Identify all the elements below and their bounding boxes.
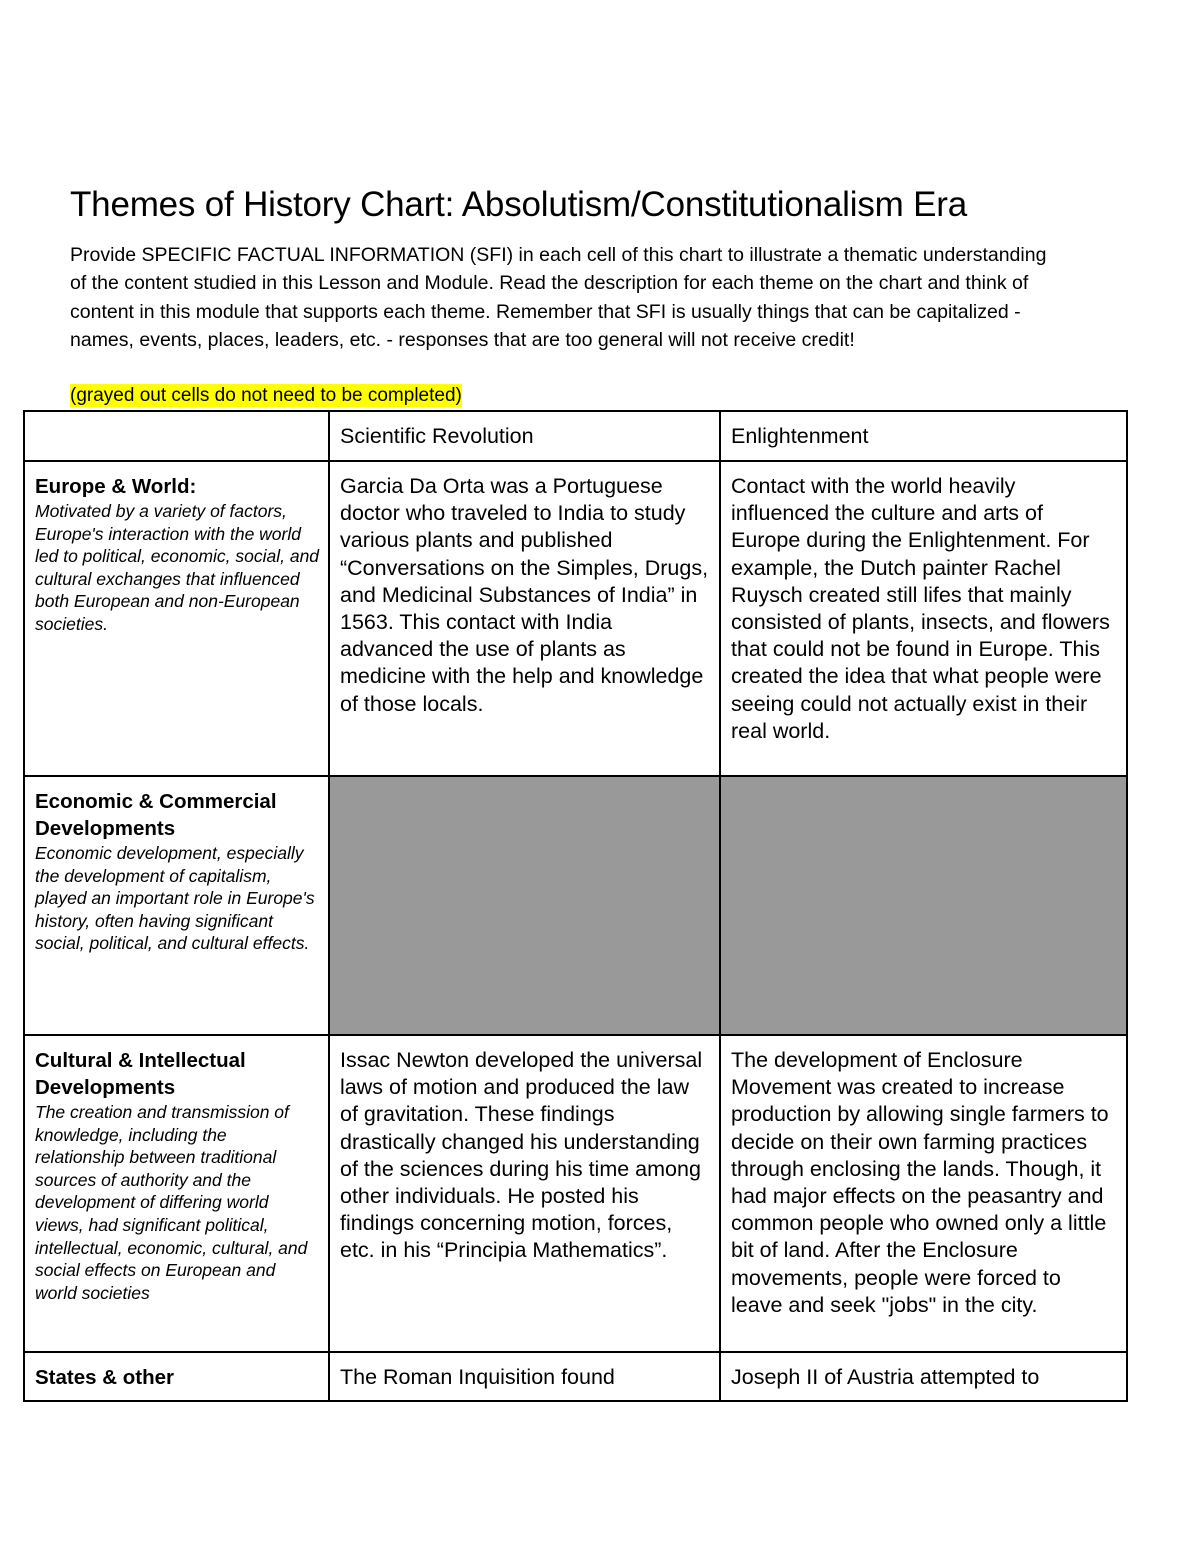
theme-cell-economic-commercial bbox=[24, 776, 329, 1035]
instructions-paragraph: Provide SPECIFIC FACTUAL INFORMATION (SFI) in each cell of this chart to illustrate a thematic understanding of the content studied in this Lesson and Module. Read the description for each theme on the chart and think of content in this module that supports each theme. Remember that SFI is usually things that can be capitalized - names, events, places, leaders, etc. - responses that are too general will not receive credit! bbox=[70, 244, 1047, 351]
theme-title: Cultural & Intellectual Developments bbox=[35, 1049, 246, 1099]
theme-description: The creation and transmission of knowledge, including the relationship between traditional sources of authority and the development of differing world views, had significant political, intellectual, economic, cultural, and social effects on European and world societies bbox=[35, 1102, 308, 1303]
answer-cell-europe-world-enlightenment: Contact with the world heavily influenced the culture and arts of Europe during the Enlightenment. For example, the Dutch painter Rachel Ruysch created still lifes that mainly consisted of plants, insects, and flowers that could not be found in Europe. This created the idea that what people were seeing could not actually exist in their real world. bbox=[720, 461, 1127, 776]
answer-cell-states-scientific-revolution: The Roman Inquisition found bbox=[329, 1352, 720, 1401]
theme-description: Economic development, especially the development of capitalism, played an important role in Europe's history, often having significant social, political, and cultural effects. bbox=[35, 843, 315, 954]
answer-cell-cultural-enlightenment: The development of Enclosure Movement was created to increase production by allowing single farmers to decide on their own farming practices through enclosing the lands. Though, it had major effects on the peasantry and common people who owned only a little bit of land. After the Enclosure movements, people were forced to leave and seek "jobs" in the city. bbox=[720, 1035, 1127, 1352]
header-cell-scientific-revolution: Scientific Revolution bbox=[329, 411, 720, 461]
grayed-cell-economic-enlightenment bbox=[720, 776, 1127, 1035]
theme-description: Motivated by a variety of factors, Europe's interaction with the world led to political, economic, social, and cultural exchanges that influenced both European and non-European societies. bbox=[35, 501, 320, 634]
table-row-cultural-intellectual bbox=[24, 1035, 1127, 1352]
page-title: Themes of History Chart: Absolutism/Constitutionalism Era bbox=[70, 185, 967, 224]
theme-cell-states-other bbox=[24, 1352, 329, 1401]
grayed-cell-economic-scientific-revolution bbox=[329, 776, 720, 1035]
grayed-cells-note: (grayed out cells do not need to be completed) bbox=[70, 385, 462, 406]
theme-title: Economic & Commercial Developments bbox=[35, 790, 277, 840]
themes-chart-table bbox=[23, 410, 1128, 1402]
theme-cell-cultural-intellectual bbox=[24, 1035, 329, 1352]
table-row-states-other bbox=[24, 1352, 1127, 1401]
table-row-economic-commercial bbox=[24, 776, 1127, 1035]
answer-cell-europe-world-scientific-revolution: Garcia Da Orta was a Portuguese doctor who traveled to India to study various plants and published “Conversations on the Simples, Drugs, and Medicinal Substances of India” in 1563. This contact with India advanced the use of plants as medicine with the help and knowledge of those locals. bbox=[329, 461, 720, 776]
theme-title: Europe & World: bbox=[35, 475, 197, 498]
header-cell-enlightenment: Enlightenment bbox=[720, 411, 1127, 461]
header-cell-empty bbox=[24, 411, 329, 461]
table-row-europe-world bbox=[24, 461, 1127, 776]
theme-cell-europe-world bbox=[24, 461, 329, 776]
answer-cell-states-enlightenment: Joseph II of Austria attempted to bbox=[720, 1352, 1127, 1401]
table-header-row bbox=[24, 411, 1127, 461]
theme-title: States & other bbox=[35, 1366, 174, 1389]
answer-cell-cultural-scientific-revolution: Issac Newton developed the universal laws of motion and produced the law of gravitation. These findings drastically changed his understanding of the sciences during his time among other individuals. He posted his findings concerning motion, forces, etc. in his “Principia Mathematics”. bbox=[329, 1035, 720, 1352]
